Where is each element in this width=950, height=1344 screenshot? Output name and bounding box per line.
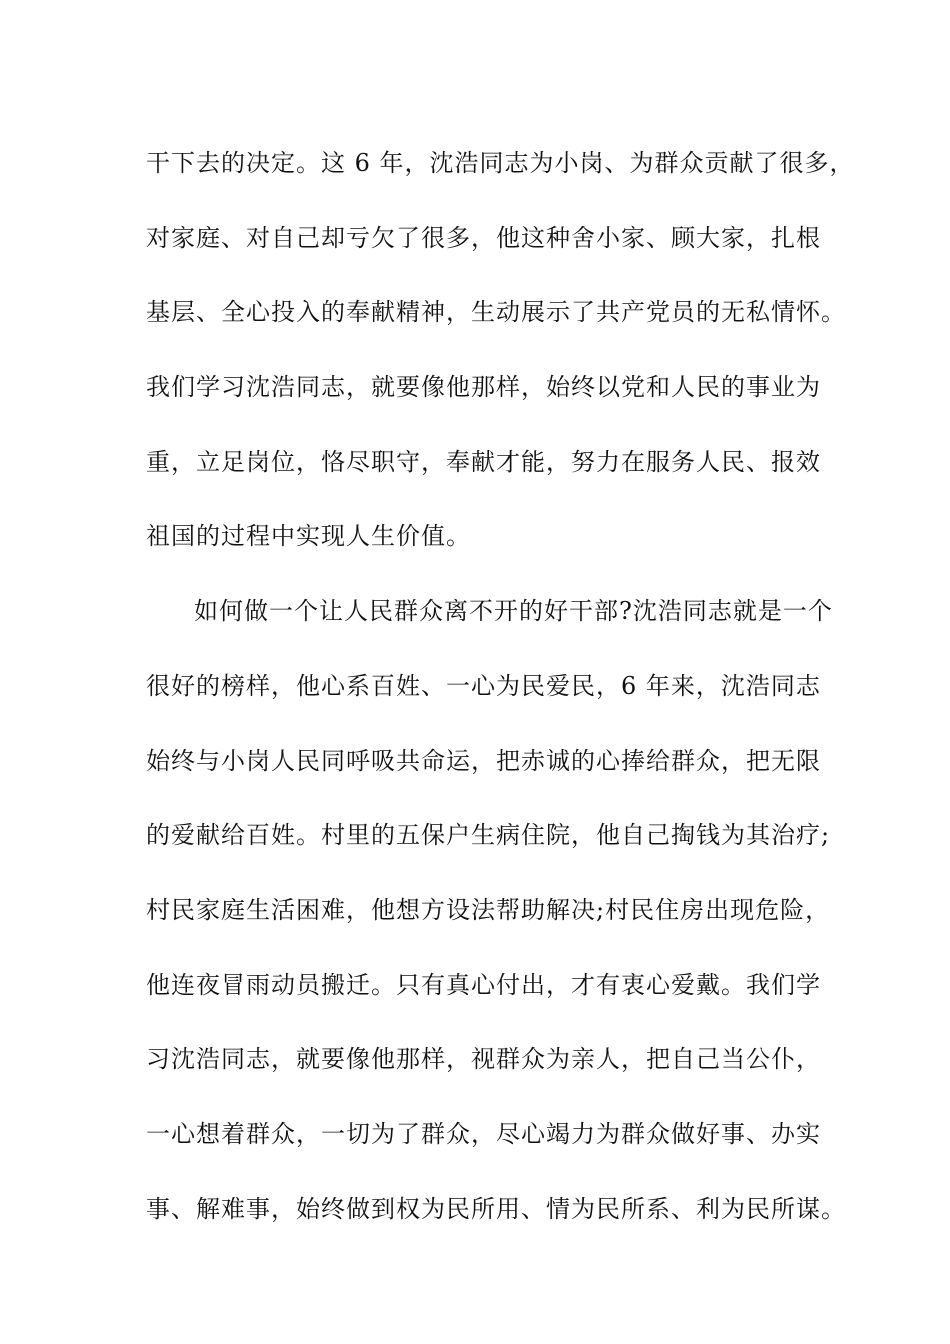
- paragraph-start-line: 如何做一个让人民群众离不开的好干部?沈浩同志就是一个: [194, 597, 833, 626]
- body-text: [146, 126, 855, 1246]
- text-line: 很好的榜样，他心系百姓、一心为民爱民，6 年来，沈浩同志: [146, 671, 821, 700]
- text-line: 始终与小岗人民同呼吸共命运，把赤诚的心捧给群众，把无限: [146, 746, 821, 775]
- text-line: 习沈浩同志，就要像他那样，视群众为亲人，把自己当公仆，: [146, 1045, 821, 1074]
- text-line: 基层、全心投入的奉献精神，生动展示了共产党员的无私情怀。: [146, 298, 846, 327]
- text-line: 重，立足岗位，恪尽职守，奉献才能，努力在服务人民、报效: [146, 447, 821, 476]
- text-line: 的爱献给百姓。村里的五保户生病住院，他自己掏钱为其治疗;: [146, 821, 831, 850]
- text-line: 我们学习沈浩同志，就要像他那样，始终以党和人民的事业为: [146, 373, 821, 402]
- text-line: 祖国的过程中实现人生价值。: [146, 522, 471, 551]
- text-line: 对家庭、对自己却亏欠了很多，他这种舍小家、顾大家，扎根: [146, 223, 821, 252]
- text-line: 一心想着群众，一切为了群众，尽心竭力为群众做好事、办实: [146, 1119, 821, 1148]
- text-line: 干下去的决定。这 6 年，沈浩同志为小岗、为群众贡献了很多，: [146, 149, 855, 177]
- text-line: 村民家庭生活困难，他想方设法帮助解决;村民住房出现危险，: [146, 895, 831, 924]
- text-line: 事、解难事，始终做到权为民所用、情为民所系、利为民所谋。: [146, 1194, 846, 1223]
- text-line: 他连夜冒雨动员搬迁。只有真心付出，才有衷心爱戴。我们学: [146, 970, 821, 999]
